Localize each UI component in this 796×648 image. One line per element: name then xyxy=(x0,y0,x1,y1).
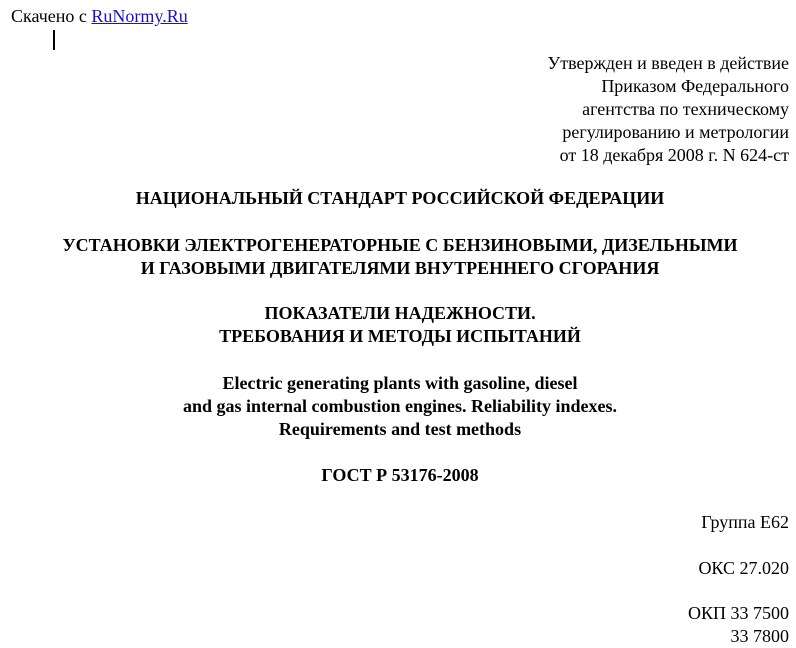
title-en-line: and gas internal combustion engines. Reliability indexes. xyxy=(182,396,618,416)
approval-line: Утвержден и введен в действие xyxy=(547,53,789,73)
classification-oks xyxy=(698,557,789,580)
approval-line: от 18 декабря 2008 г. N 624-ст xyxy=(559,145,789,165)
standard-title-en xyxy=(0,372,796,441)
approval-line: Приказом Федерального xyxy=(601,76,789,96)
standard-code xyxy=(0,464,796,487)
classification-okp xyxy=(688,602,789,648)
downloaded-prefix: Скачено с xyxy=(11,6,87,26)
okp-line: 33 7800 xyxy=(730,626,789,646)
approval-block xyxy=(547,52,789,167)
standard-code-text: ГОСТ Р 53176-2008 xyxy=(321,465,479,485)
group-text: Группа Е62 xyxy=(701,512,789,532)
approval-line: агентства по техническому xyxy=(582,99,789,119)
subtitle-ru-line: ПОКАЗАТЕЛИ НАДЕЖНОСТИ. xyxy=(264,303,536,323)
national-standard-title xyxy=(0,187,796,210)
title-en-line: Requirements and test methods xyxy=(278,419,522,439)
download-source-line xyxy=(11,5,188,28)
text-cursor xyxy=(53,30,55,50)
title-ru-line: УСТАНОВКИ ЭЛЕКТРОГЕНЕРАТОРНЫЕ С БЕНЗИНОВЫМИ, ДИЗЕЛЬНЫМИ xyxy=(62,235,738,255)
standard-title-ru xyxy=(0,234,796,280)
oks-text: ОКС 27.020 xyxy=(698,558,789,578)
title-ru-line: И ГАЗОВЫМИ ДВИГАТЕЛЯМИ ВНУТРЕННЕГО СГОРАНИЯ xyxy=(140,258,660,278)
approval-line: регулированию и метрологии xyxy=(562,122,789,142)
standard-subtitle-ru xyxy=(0,302,796,348)
okp-line: ОКП 33 7500 xyxy=(687,603,789,623)
site-link[interactable]: RuNormy.Ru xyxy=(91,6,188,26)
national-standard-title-text: НАЦИОНАЛЬНЫЙ СТАНДАРТ РОССИЙСКОЙ ФЕДЕРАЦИИ xyxy=(135,188,665,208)
title-en-line: Electric generating plants with gasoline, diesel xyxy=(222,373,578,393)
subtitle-ru-line: ТРЕБОВАНИЯ И МЕТОДЫ ИСПЫТАНИЙ xyxy=(219,326,581,346)
classification-group xyxy=(701,511,789,534)
